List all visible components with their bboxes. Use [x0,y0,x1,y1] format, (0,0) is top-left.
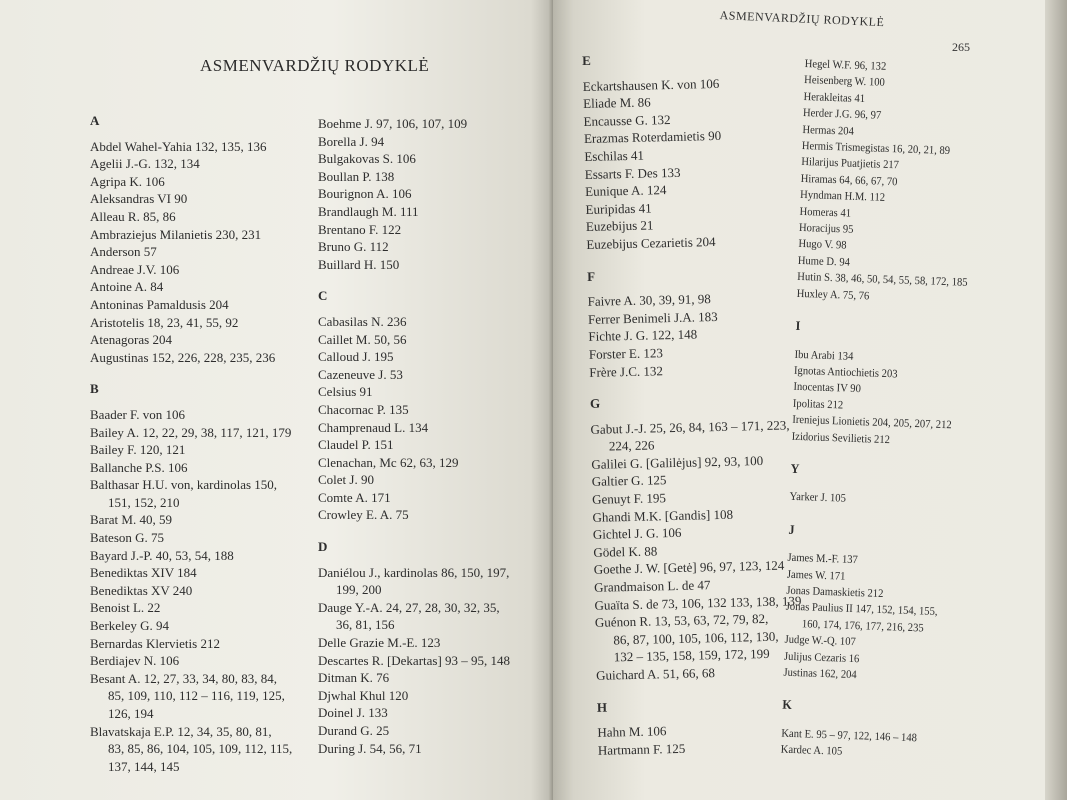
index-entry: Hiramas 64, 66, 67, 70 [800,172,898,189]
index-entry-continuation: 126, 194 [108,706,154,721]
index-entry: Jonas Damaskietis 212 [786,584,884,601]
index-entry: Brandlaugh M. 111 [318,203,419,219]
index-entry-continuation: 132 – 135, 158, 159, 172, 199 [613,646,770,665]
index-entry: Euzebijus Cezarietis 204 [586,233,716,252]
index-entry: Caillet M. 50, 56 [318,331,407,347]
index-entry: Ireniejus Lionietis 204, 205, 207, 212 [792,413,952,432]
index-entry: Horacijus 95 [798,221,854,236]
index-entry-continuation: 36, 81, 156 [336,617,395,633]
index-entry: Ballanche P.S. 106 [90,459,188,475]
index-entry: Eckartshausen K. von 106 [582,75,720,94]
index-entry: Daniélou J., kardinolas 86, 150, 197, [318,564,510,580]
index-entry: Hermis Trismegistas 16, 20, 21, 89 [801,139,951,158]
index-entry: Hartmann F. 125 [597,740,686,758]
index-entry: Boullan P. 138 [318,168,395,184]
index-entry: Euzebijus 21 [585,217,654,235]
index-entry: Djwhal Khul 120 [318,687,409,703]
index-entry: Aleksandras VI 90 [90,191,188,207]
right-column-1 [582,47,808,759]
index-entry: Bourignon A. 106 [318,186,412,202]
index-entry: Izidorius Sevilietis 212 [791,430,891,446]
index-entry: Hugo V. 98 [798,238,847,253]
index-entry: Guichard A. 51, 66, 68 [595,665,716,683]
index-entry: Forster E. 123 [588,345,664,362]
index-letter-heading: D [318,539,328,555]
index-entry: Justinas 162, 204 [783,666,857,682]
index-entry: Hermas 204 [802,123,855,138]
left-column-2 [318,115,543,757]
index-letter-heading: G [589,395,601,412]
index-entry: Ambraziejus Milanietis 230, 231 [90,226,262,242]
index-entry: Hyndman H.M. 112 [799,189,886,205]
index-entry: During J. 54, 56, 71 [318,740,422,756]
index-entry: Erazmas Roterdamietis 90 [583,128,722,147]
left-column-1 [90,112,310,775]
index-entry: Eschilas 41 [584,147,645,164]
page-number: 265 [952,40,970,54]
index-entry: Durand G. 25 [318,723,390,738]
index-entry: James M.-F. 137 [787,551,859,567]
index-entry: Eunique A. 124 [584,182,667,200]
index-entry: Essarts F. Des 133 [584,164,681,182]
index-entry: Ferrer Benimeli J.A. 183 [587,308,718,327]
index-entry: Boehme J. 97, 106, 107, 109 [318,116,468,131]
index-entry: Clenachan, Mc 62, 63, 129 [318,454,459,470]
index-entry: Brentano F. 122 [318,221,402,237]
index-entry: Claudel P. 151 [318,437,394,453]
index-entry: Barat M. 40, 59 [90,512,172,528]
index-entry: Agelii J.-G. 132, 134 [90,156,200,172]
index-entry: Yarker J. 105 [789,491,847,506]
index-letter-heading: I [795,317,801,334]
index-entry: Atenagoras 204 [90,332,172,348]
index-entry-continuation: 224, 226 [608,437,655,454]
index-entry: Hume D. 94 [797,254,851,269]
index-entry: Euripidas 41 [585,200,652,217]
index-entry: Gabut J.-J. 25, 26, 84, 163 – 171, 223, [590,417,790,437]
index-entry: Bayard J.-P. 40, 53, 54, 188 [90,547,234,563]
index-entry: Ibu Arabi 134 [794,348,854,363]
index-letter-heading: H [596,699,608,715]
index-entry-continuation: 83, 85, 86, 104, 105, 109, 112, 115, [108,741,293,757]
index-entry: James W. 171 [786,568,846,583]
index-entry: Benediktas XV 240 [90,582,193,598]
index-entry: Besant A. 12, 27, 33, 34, 80, 83, 84, [90,670,278,686]
index-entry: Cazeneuve J. 53 [318,366,403,382]
index-entry: Comte A. 171 [318,489,391,505]
index-entry: Berkeley G. 94 [90,618,170,634]
index-entry: Cabasilas N. 236 [318,313,407,329]
index-entry: Herakleitas 41 [803,90,866,105]
index-entry: Galtier G. 125 [591,472,667,490]
index-entry: Huxley A. 75, 76 [796,287,870,303]
index-entry-continuation: 85, 109, 110, 112 – 116, 119, 125, [108,688,285,704]
index-entry: Ditman K. 76 [318,670,390,686]
index-entry: Hahn M. 106 [597,723,667,741]
index-entry: Crowley E. A. 75 [318,507,409,523]
index-entry: Jonas Paulius II 147, 152, 154, 155, [785,601,938,619]
index-entry: Galilei G. [Galilėjus] 92, 93, 100 [591,452,764,472]
index-entry: Agripa K. 106 [90,173,165,189]
index-entry: Chacornac P. 135 [318,401,409,417]
index-entry: Goethe J. W. [Getė] 96, 97, 123, 124 [593,557,785,578]
index-entry: Kant E. 95 – 97, 122, 146 – 148 [781,727,918,745]
running-head: ASMENVARDŽIŲ RODYKLĖ [719,8,885,30]
index-entry: Grandmaison L. de 47 [593,577,711,595]
index-entry: Homeras 41 [799,205,852,220]
index-entry: Bernardas Klervietis 212 [90,635,220,651]
index-entry: Doinel J. 133 [318,705,388,721]
index-entry: Faivre A. 30, 39, 91, 98 [587,291,711,310]
index-letter-heading: E [582,52,592,68]
index-entry-continuation: 199, 200 [336,582,382,598]
right-column-2 [780,56,976,764]
index-entry: Descartes R. [Dekartas] 93 – 95, 148 [318,652,511,668]
index-entry: Frère J.C. 132 [589,362,664,380]
index-entry: Hilarijus Puatjietis 217 [801,156,900,172]
index-letter-heading: Y [790,460,800,476]
index-entry: Bateson G. 75 [90,530,165,546]
index-letter-heading: A [90,113,100,128]
index-entry: Aristotelis 18, 23, 41, 55, 92 [90,314,239,330]
index-entry: Julijus Cezaris 16 [783,650,860,665]
index-letter-heading: J [788,521,795,537]
index-entry: Antoninas Pamaldusis 204 [90,296,229,312]
index-entry: Hutin S. 38, 46, 50, 54, 55, 58, 172, 185 [797,271,968,290]
index-entry: Antoine A. 84 [90,279,164,295]
index-entry: Encausse G. 132 [583,111,671,129]
index-letter-heading: B [90,381,99,397]
index-entry: Ghandi M.K. [Gandis] 108 [592,506,734,525]
index-entry-continuation: 160, 174, 176, 177, 216, 235 [801,618,924,635]
index-entry: Eliade M. 86 [583,94,651,112]
index-entry: Inocentas IV 90 [793,381,862,396]
index-entry: Baader F. von 106 [90,406,185,422]
index-letter-heading: C [318,288,328,304]
index-entry: Hegel W.F. 96, 132 [804,57,887,73]
index-letter-heading: K [782,697,793,713]
index-entry: Champrenaud L. 134 [318,419,429,435]
index-entry: Anderson 57 [90,244,157,260]
index-entry: Herder J.G. 96, 97 [802,107,882,122]
index-entry: Guénon R. 13, 53, 63, 72, 79, 82, [594,611,769,631]
index-title: ASMENVARDŽIŲ RODYKLĖ [200,56,430,75]
index-entry: Berdiajev N. 106 [90,653,180,669]
index-entry: Balthasar H.U. von, kardinolas 150, [90,477,278,493]
index-entry: Colet J. 90 [318,472,374,488]
index-entry: Bailey F. 120, 121 [90,442,186,458]
index-entry: Heisenberg W. 100 [803,74,886,90]
index-entry: Delle Grazie M.-E. 123 [318,635,441,651]
index-entry: Fichte J. G. 122, 148 [588,326,698,345]
index-entry: Kardec A. 105 [780,743,843,758]
index-entry: Dauge Y.-A. 24, 27, 28, 30, 32, 35, [318,599,500,615]
index-entry: Benoist L. 22 [90,600,161,616]
index-entry: Judge W.-Q. 107 [784,633,856,649]
index-entry: Ignotas Antiochietis 203 [793,364,898,381]
page-edges [1045,0,1067,800]
index-entry: Blavatskaja E.P. 12, 34, 35, 80, 81, [90,723,272,739]
index-entry: Benediktas XIV 184 [90,565,197,581]
index-entry: Buillard H. 150 [318,256,400,272]
index-entry: Andreae J.V. 106 [90,261,180,277]
index-entry: Abdel Wahel-Yahia 132, 135, 136 [90,138,267,154]
index-entry: Bailey A. 12, 22, 29, 38, 117, 121, 179 [90,424,292,440]
index-entry: Guaïta S. de 73, 106, 132 133, 138, 139 [594,592,802,613]
index-entry: Bruno G. 112 [318,239,389,255]
index-entry: Celsius 91 [318,384,373,400]
index-entry-continuation: 86, 87, 100, 105, 106, 112, 130, [613,628,779,648]
index-entry: Augustinas 152, 226, 228, 235, 236 [90,349,276,365]
index-entry: Calloud J. 195 [318,349,394,365]
index-entry-continuation: 151, 152, 210 [108,494,180,510]
index-entry: Gödel K. 88 [593,543,658,560]
index-entry: Alleau R. 85, 86 [90,208,176,224]
index-entry: Gichtel J. G. 106 [592,525,682,543]
index-entry: Bulgakovas S. 106 [318,151,416,167]
index-letter-heading: F [586,268,596,284]
index-entry: Genuyt F. 195 [591,490,667,507]
index-entry: Ipolitas 212 [792,397,844,412]
index-entry-continuation: 137, 144, 145 [108,758,180,774]
index-entry: Borella J. 94 [318,133,385,149]
